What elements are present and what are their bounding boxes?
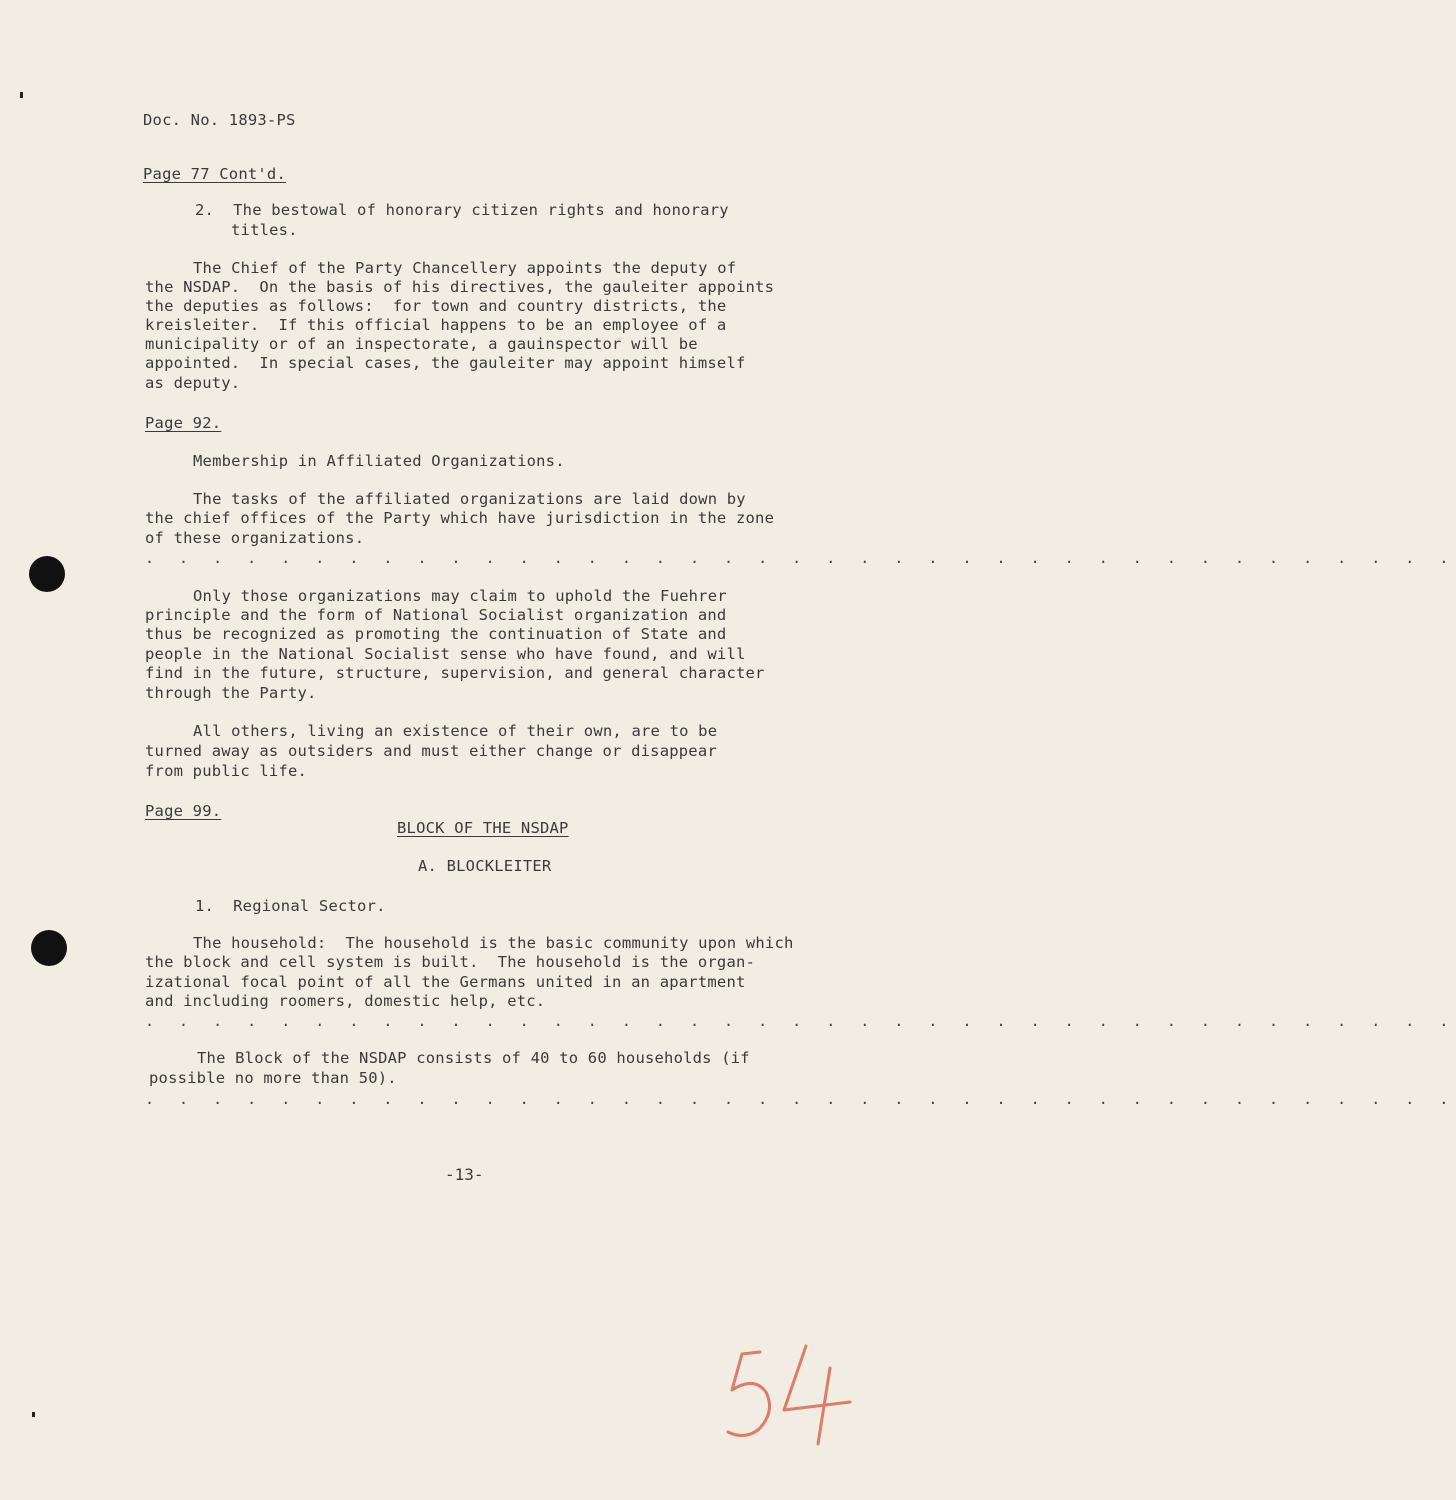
ellipsis-separator: . . . . . . . . . . . . . . . . . . . . . . . . . . . . . . . . . . . . . . . <box>145 549 1456 567</box>
para-line: The tasks of the affiliated organizations are laid down by <box>193 490 746 508</box>
para-line: appointed. In special cases, the gauleiter may appoint himself <box>145 354 746 372</box>
margin-mark <box>32 1412 35 1417</box>
para-line: izational focal point of all the Germans united in an apartment <box>145 973 746 991</box>
item-line: titles. <box>231 221 298 239</box>
punch-hole <box>29 556 65 592</box>
para-line: the chief offices of the Party which have jurisdiction in the zone <box>145 509 775 527</box>
para-line: The Chief of the Party Chancellery appoints the deputy of <box>193 259 737 277</box>
para-line: of these organizations. <box>145 529 365 547</box>
para-line: Only those organizations may claim to uphold the Fuehrer <box>193 587 727 605</box>
center-subtitle: A. BLOCKLEITER <box>418 857 552 875</box>
para-line: turned away as outsiders and must either change or disappear <box>145 742 717 760</box>
para-line: people in the National Socialist sense who have found, and will <box>145 645 746 663</box>
para-line: and including roomers, domestic help, etc. <box>145 992 546 1010</box>
para-line: The Block of the NSDAP consists of 40 to 60 households (if <box>197 1049 750 1067</box>
para-line: from public life. <box>145 762 308 780</box>
para-line: municipality or of an inspectorate, a gauinspector will be <box>145 335 698 353</box>
item-line: 2. The bestowal of honorary citizen rights and honorary <box>195 201 729 219</box>
section-title: Membership in Affiliated Organizations. <box>193 452 565 470</box>
doc-number: Doc. No. 1893-PS <box>143 111 296 129</box>
page-number: -13- <box>445 1165 484 1184</box>
page-99-heading: Page 99. <box>145 802 222 820</box>
para-line: the deputies as follows: for town and country districts, the <box>145 297 727 315</box>
margin-mark <box>20 92 23 98</box>
page-92-heading: Page 92. <box>145 414 222 432</box>
ellipsis-separator: . . . . . . . . . . . . . . . . . . . . . . . . . . . . . . . . . . . . . . . <box>145 1012 1456 1030</box>
para-line: kreisleiter. If this official happens to be an employee of a <box>145 316 727 334</box>
para-line: possible no more than 50). <box>149 1069 397 1087</box>
para-line: All others, living an existence of their own, are to be <box>193 722 718 740</box>
item-line: 1. Regional Sector. <box>195 897 386 915</box>
para-line: the block and cell system is built. The household is the organ- <box>145 953 756 971</box>
para-line: principle and the form of National Socialist organization and <box>145 606 727 624</box>
ellipsis-separator: . . . . . . . . . . . . . . . . . . . . . . . . . . . . . . . . . . . . . . . <box>145 1090 1456 1108</box>
para-line: The household: The household is the basic community upon which <box>193 934 794 952</box>
para-line: the NSDAP. On the basis of his directives, the gauleiter appoints <box>145 278 775 296</box>
punch-hole <box>31 930 67 966</box>
handwritten-page-number <box>718 1340 868 1450</box>
page-77-heading: Page 77 Cont'd. <box>143 165 286 183</box>
para-line: thus be recognized as promoting the continuation of State and <box>145 625 727 643</box>
center-title: BLOCK OF THE NSDAP <box>397 819 569 837</box>
para-line: as deputy. <box>145 374 241 392</box>
para-line: through the Party. <box>145 684 317 702</box>
para-line: find in the future, structure, supervision, and general character <box>145 664 765 682</box>
